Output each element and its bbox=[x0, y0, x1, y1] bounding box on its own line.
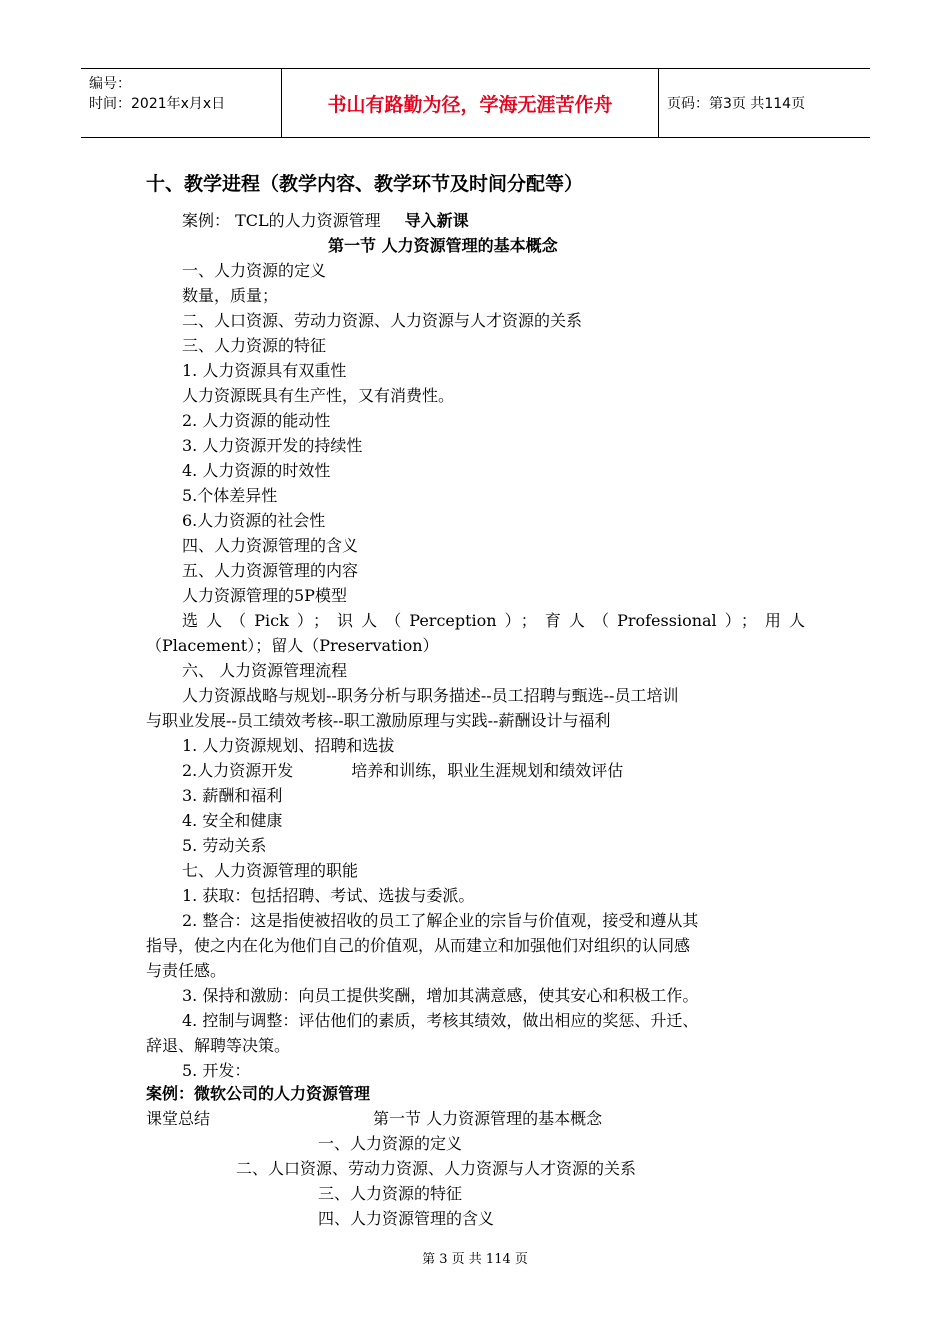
text-line: 四、人力资源管理的含义 bbox=[182, 536, 359, 555]
text-line: 5. 开发： bbox=[182, 1061, 251, 1080]
text-line-part: 培养和训练，职业生涯规划和绩效评估 bbox=[351, 761, 624, 780]
section-heading: 第一节 人力资源管理的基本概念 bbox=[328, 236, 558, 255]
text-line: 数量，质量； bbox=[182, 286, 279, 305]
summary-item: 二、人口资源、劳动力资源、人力资源与人才资源的关系 bbox=[236, 1159, 637, 1178]
text-line: 3. 薪酬和福利 bbox=[182, 786, 283, 805]
lead-in: 导入新课 bbox=[404, 211, 469, 230]
text-line: 人力资源管理的5P模型 bbox=[182, 586, 347, 605]
summary-item: 三、人力资源的特征 bbox=[318, 1184, 463, 1203]
text-line: 4. 安全和健康 bbox=[182, 811, 283, 830]
text-line: 4. 控制与调整：评估他们的素质，考核其绩效，做出相应的奖惩、升迁、 bbox=[182, 1011, 699, 1030]
text-line: 1. 人力资源具有双重性 bbox=[182, 361, 347, 380]
text-line: 2. 人力资源的能动性 bbox=[182, 411, 331, 430]
page-footer: 第 3 页 共 114 页 bbox=[422, 1252, 528, 1267]
text-line: 指导，使之内在化为他们自己的价值观，从而建立和加强他们对组织的认同感 bbox=[146, 936, 691, 955]
section-title: 十、教学进程（教学内容、教学环节及时间分配等） bbox=[146, 173, 584, 195]
text-line: 人力资源既具有生产性，又有消费性。 bbox=[182, 386, 455, 405]
text-line: 人力资源战略与规划--职务分析与职务描述--员工招聘与甄选--员工培训 bbox=[182, 686, 679, 705]
case-intro-text: 案例： TCL的人力资源管理 bbox=[182, 211, 381, 230]
text-line: 4. 人力资源的时效性 bbox=[182, 461, 331, 480]
motto: 书山有路勤为径，学海无涯苦作舟 bbox=[282, 69, 659, 137]
text-line: 与责任感。 bbox=[146, 961, 227, 980]
text-line: 七、人力资源管理的职能 bbox=[182, 861, 359, 880]
text-line: 六、 人力资源管理流程 bbox=[182, 661, 348, 680]
summary-item: 一、人力资源的定义 bbox=[318, 1134, 463, 1153]
text-line: 二、人口资源、劳动力资源、人力资源与人才资源的关系 bbox=[182, 311, 583, 330]
text-line: 6.人力资源的社会性 bbox=[182, 511, 326, 530]
text-line: 2. 整合：这是指使被招收的员工了解企业的宗旨与价值观，接受和遵从其 bbox=[182, 911, 699, 930]
page-info: 页码：第3页 共114页 bbox=[667, 96, 806, 112]
text-line: 1. 获取：包括招聘、考试、选拔与委派。 bbox=[182, 886, 475, 905]
text-line: 一、人力资源的定义 bbox=[182, 261, 327, 280]
text-line: 与职业发展--员工绩效考核--职工激励原理与实践--薪酬设计与福利 bbox=[146, 711, 611, 730]
text-line: （Placement）；留人（Preservation） bbox=[146, 636, 439, 655]
summary-item: 四、人力资源管理的含义 bbox=[318, 1209, 495, 1228]
text-line: 1. 人力资源规划、招聘和选拔 bbox=[182, 736, 395, 755]
header-table bbox=[81, 68, 870, 138]
text-line: 3. 保持和激励：向员工提供奖酬，增加其满意感，使其安心和积极工作。 bbox=[182, 986, 699, 1005]
code-label: 编号： bbox=[89, 76, 131, 92]
text-line: 三、人力资源的特征 bbox=[182, 336, 327, 355]
summary-label: 课堂总结 bbox=[146, 1109, 211, 1128]
text-line: 5. 劳动关系 bbox=[182, 836, 267, 855]
case-heading: 案例：微软公司的人力资源管理 bbox=[146, 1084, 371, 1103]
text-line bbox=[182, 761, 623, 781]
text-line: 5.个体差异性 bbox=[182, 486, 278, 505]
text-line: 辞退、解聘等决策。 bbox=[146, 1036, 291, 1055]
header-left-cell bbox=[81, 69, 282, 137]
text-line: 选人（Pick）；识人（Perception）；育人（Professional）；用人 bbox=[182, 611, 805, 630]
case-intro bbox=[182, 211, 469, 231]
text-line: 3. 人力资源开发的持续性 bbox=[182, 436, 363, 455]
text-line: 五、人力资源管理的内容 bbox=[182, 561, 359, 580]
summary-title: 第一节 人力资源管理的基本概念 bbox=[373, 1109, 603, 1128]
text-line-part: 2.人力资源开发 bbox=[182, 761, 294, 780]
time-label: 时间：2021年x月x日 bbox=[89, 96, 226, 112]
